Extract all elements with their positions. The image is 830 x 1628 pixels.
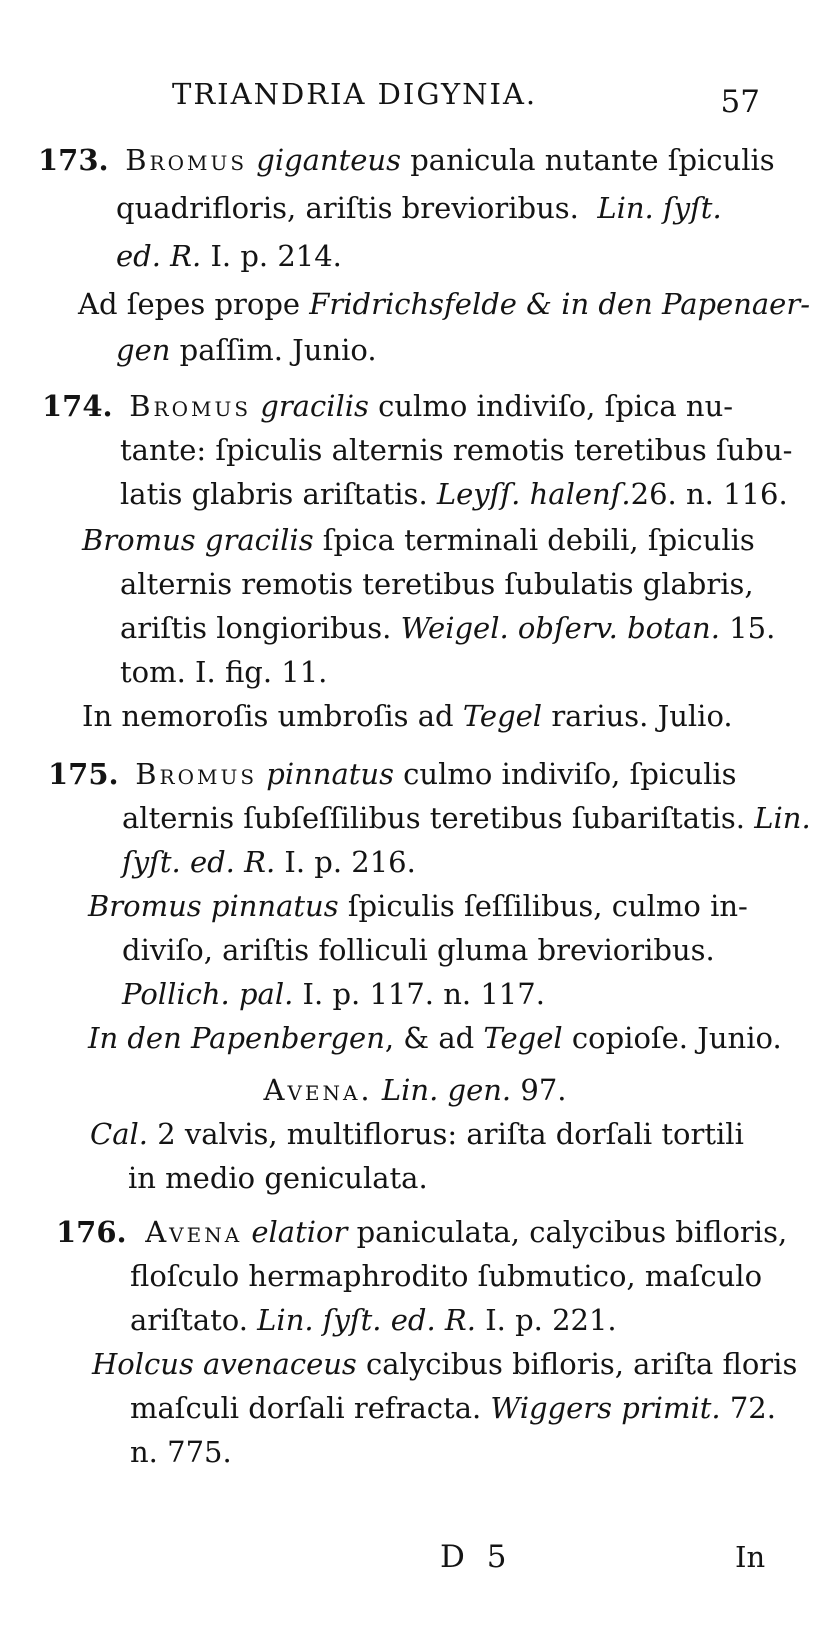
- calyx-label: Cal.: [90, 1117, 148, 1151]
- locality-place: Fridrichsfelde & in den Papenaer-: [309, 287, 810, 321]
- catchword: In: [735, 1540, 766, 1574]
- entry-number: 176.: [56, 1215, 127, 1249]
- entry-174-synonym-2: [120, 562, 754, 607]
- synonym-text: 15.: [729, 611, 776, 645]
- genus-heading-ref: Lin. gen.: [381, 1073, 512, 1107]
- entry-173-locality-1: [78, 282, 810, 327]
- reference: Pollich. pal.: [122, 977, 294, 1011]
- entry-174-synonym-1: [82, 518, 755, 563]
- synonym-text: tom. I. fig. 11.: [120, 655, 328, 689]
- description-text: floſculo hermaphrodito ſubmutico, maſculo: [130, 1259, 763, 1293]
- entry-174-line-3: [120, 472, 788, 517]
- genus-heading: [0, 1068, 830, 1113]
- genus-heading-name: Avena.: [263, 1073, 373, 1107]
- entry-176-line-2: [130, 1254, 762, 1299]
- locality-text: copioſe. Junio.: [571, 1021, 782, 1055]
- genus-character-text: 2 valvis, multiflorus: ariſta dorſali tortili: [157, 1117, 744, 1151]
- synonym-text: I. p. 117. n. 117.: [302, 977, 545, 1011]
- entry-173-locality-2: [116, 328, 377, 373]
- species-name: pinnatus: [266, 757, 394, 791]
- genus-heading-ref-number: 97.: [520, 1073, 567, 1107]
- entry-175-synonym-2: [122, 928, 715, 973]
- species-name: elatior: [251, 1215, 348, 1249]
- entry-174-locality: [82, 694, 733, 739]
- reference: Lin.: [754, 801, 811, 835]
- genus-name: Avena: [145, 1215, 243, 1249]
- synonym-text: diviſo, ariſtis folliculi gluma brevioribus.: [122, 933, 715, 967]
- reference: Weigel. obſerv. botan.: [400, 611, 720, 645]
- reference: Lin. ſyſt. ed. R.: [257, 1303, 476, 1337]
- description-text: panicula nutante ſpiculis: [410, 143, 775, 177]
- entry-174-line-1: [42, 384, 733, 429]
- synonym-text: alternis remotis teretibus ſubulatis glabris,: [120, 567, 754, 601]
- synonym-name: Holcus avenaceus: [92, 1347, 357, 1381]
- synonym-text: ariſtis longioribus.: [120, 611, 392, 645]
- entry-number: 173.: [38, 143, 109, 177]
- running-title: TRIANDRIA DIGYNIA.: [172, 77, 538, 111]
- genus-character-1: [90, 1112, 744, 1157]
- reference: Leyſſ. halenſ.: [436, 477, 631, 511]
- description-text: 26. n. 116.: [630, 477, 788, 511]
- synonym-text: maſculi dorſali refracta.: [130, 1391, 482, 1425]
- signature-mark: D 5: [440, 1539, 513, 1575]
- locality-place: Tegel: [483, 1021, 563, 1055]
- description-text: tante: ſpiculis alternis remotis teretibus ſubu-: [120, 433, 793, 467]
- description-text: I. p. 214.: [210, 239, 342, 273]
- synonym-text: n. 775.: [130, 1435, 232, 1469]
- locality-text: , & ad: [384, 1021, 475, 1055]
- locality-place: gen: [116, 333, 171, 367]
- description-text: culmo indiviſo, ſpiculis: [403, 757, 737, 791]
- locality-place: Tegel: [462, 699, 543, 733]
- locality-place: In den Papenbergen: [88, 1021, 385, 1055]
- entry-174-line-2: [120, 428, 792, 473]
- entry-number: 174.: [42, 389, 113, 423]
- genus-character-2: [128, 1156, 428, 1201]
- synonym-text: 72.: [729, 1391, 776, 1425]
- synonym-name: Bromus pinnatus: [88, 889, 339, 923]
- genus-name: Bromus: [129, 389, 252, 423]
- entry-176-line-1: [56, 1210, 787, 1255]
- synonym-text: ſpica terminali debili, ſpiculis: [322, 523, 755, 557]
- species-name: giganteus: [256, 143, 401, 177]
- synonym-text: calycibus bifloris, ariſta floris: [366, 1347, 798, 1381]
- page-number: 57: [720, 84, 760, 120]
- entry-173-line-1: [38, 138, 775, 183]
- description-text: culmo indiviſo, ſpica nu-: [378, 389, 734, 423]
- entry-176-synonym-2: [130, 1386, 776, 1431]
- description-text: I. p. 216.: [284, 845, 416, 879]
- synonym-text: ſpiculis ſeſſilibus, culmo in-: [347, 889, 748, 923]
- species-name: gracilis: [260, 389, 369, 423]
- reference: ſyſt. ed. R.: [122, 845, 276, 879]
- locality-text: rarius. Julio.: [551, 699, 733, 733]
- entry-173-line-2: [116, 186, 722, 231]
- entry-175-line-1: [48, 752, 737, 797]
- genus-name: Bromus: [125, 143, 248, 177]
- reference: Lin. ſyſt.: [597, 191, 722, 225]
- synonym-name: Bromus gracilis: [82, 523, 314, 557]
- description-text: paniculata, calycibus bifloris,: [356, 1215, 788, 1249]
- genus-character-text: in medio geniculata.: [128, 1161, 428, 1195]
- entry-175-locality: [88, 1016, 782, 1061]
- entry-176-line-3: [130, 1298, 617, 1343]
- description-text: alternis ſubſeſſilibus teretibus ſubariſtatis.: [122, 801, 746, 835]
- entry-175-synonym-1: [88, 884, 748, 929]
- reference: ed. R.: [116, 239, 202, 273]
- entry-175-line-3: [122, 840, 416, 885]
- entry-174-synonym-4: [120, 650, 327, 695]
- genus-name: Bromus: [135, 757, 258, 791]
- entry-175-synonym-3: [122, 972, 545, 1017]
- description-text: quadrifloris, ariſtis brevioribus.: [116, 191, 579, 225]
- entry-176-synonym-1: [92, 1342, 797, 1387]
- description-text: I. p. 221.: [485, 1303, 617, 1337]
- entry-173-line-3: [116, 234, 342, 279]
- entry-174-synonym-3: [120, 606, 775, 651]
- entry-number: 175.: [48, 757, 119, 791]
- locality-text: paſſim. Junio.: [179, 333, 377, 367]
- locality-text: Ad ſepes prope: [78, 287, 301, 321]
- entry-176-synonym-3: [130, 1430, 232, 1475]
- page-header: [160, 72, 780, 120]
- description-text: latis glabris ariſtatis.: [120, 477, 428, 511]
- entry-175-line-2: [122, 796, 811, 841]
- description-text: ariſtato.: [130, 1303, 248, 1337]
- locality-text: In nemoroſis umbroſis ad: [82, 699, 454, 733]
- reference: Wiggers primit.: [490, 1391, 721, 1425]
